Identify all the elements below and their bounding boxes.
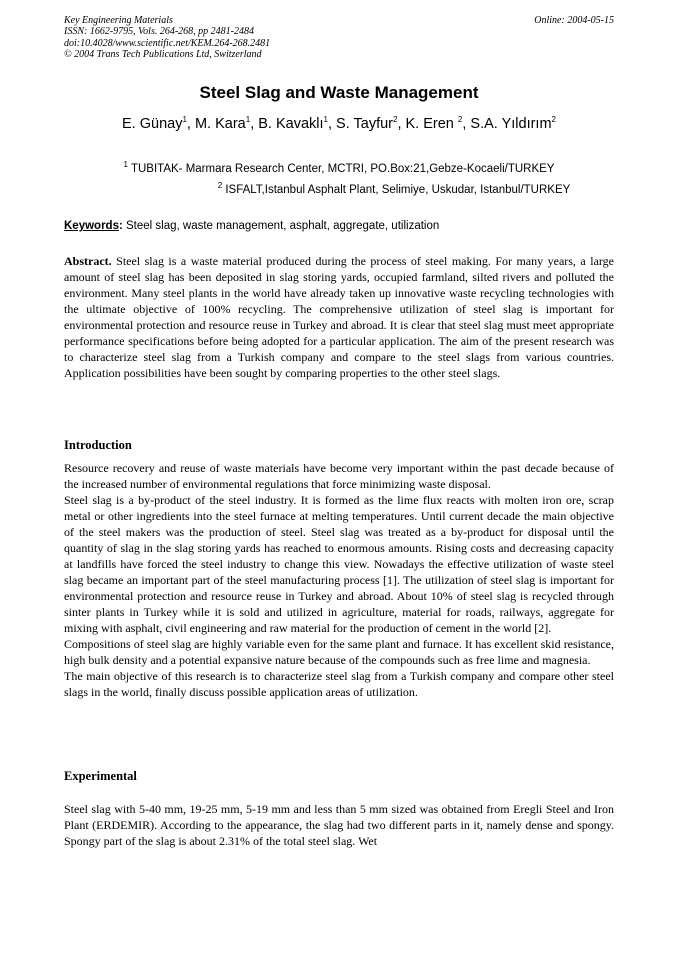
- author: E. Günay$^1$,: [122, 115, 195, 132]
- affiliation-2: $^2$ ISFALT,Istanbul Asphalt Plant, Selimiye, Uskudar, Istanbul/TURKEY: [217, 181, 571, 196]
- journal-name: Key Engineering Materials: [64, 15, 173, 26]
- paragraph: Compositions of steel slag are highly variable even for the same plant and furnace. It has excellent skid resistance, high bulk density and a potential expansive nature because of the compounds such as free lime and magnesia.: [64, 637, 614, 667]
- paragraph: Steel slag with 5-40 mm, 19-25 mm, 5-19 mm and less than 5 mm sized was obtained from Eregli Steel and Iron Plant (ERDEMIR). According to the appearance, the slag had two different parts in it, namely dense and spongy. Spongy part of the slag is about 2.31% of the total steel slag. Wet: [64, 802, 614, 848]
- author: K. Eren $^2$,: [405, 115, 471, 132]
- doi-line: doi:10.4028/www.scientific.net/KEM.264-268.2481: [64, 37, 271, 49]
- keywords-text: Steel slag, waste management, asphalt, aggregate, utilization: [122, 220, 440, 232]
- abstract: [64, 253, 614, 381]
- author: S. Tayfur$^2$,: [336, 115, 406, 132]
- experimental-heading: Experimental: [64, 769, 137, 783]
- copyright-line: © 2004 Trans Tech Publications Ltd, Switzerland: [64, 49, 262, 61]
- paragraph: Steel slag is a by-product of the steel industry. It is formed as the lime flux reacts with molten iron ore, scrap metal or other ingredients into the steel furnace at melting temperatures. Until current decade the main objective of the steel makers was the production of steel. Steel slag was treated as a by-product for disposal until the quantity of slag in the slag storing yards has reached to enormous amounts. Rising costs and decreasing capacity at landfills have forced the steel industry to change this view. Nowadays the effective utilization of waste steel slag became an important part of the steel manufacturing process [1]. The utilization of steel slag is important for environmental protection and resource reuse in Turkey and abroad. About 10% of steel slag is recycled through sinter plants in Turkey while it is sold and utilized in agriculture, material for roads, railways, aggregate for mixing with asphalt, civil engineering and raw material for the production of cement in the world [2].: [64, 493, 614, 635]
- author: B. Kavaklı$^1$,: [258, 115, 337, 132]
- introduction-body: [64, 460, 614, 700]
- paper-title: Steel Slag and Waste Management: [199, 83, 479, 102]
- introduction-heading: Introduction: [64, 438, 132, 452]
- keywords-line: Keywords: Steel slag, waste management, asphalt, aggregate, utilization: [64, 220, 440, 232]
- online-date: Online: 2004-05-15: [534, 15, 614, 26]
- author: M. Kara$^1$,: [194, 115, 259, 132]
- author-list: [0, 116, 678, 132]
- paragraph: The main objective of this research is to characterize steel slag from a Turkish company and compare other steel slags in the world, finally discuss possible application areas of utilization.: [64, 669, 614, 699]
- author: S.A. Yıldırım$^2$: [470, 115, 556, 132]
- journal-header: [64, 15, 614, 61]
- experimental-body: [64, 801, 614, 849]
- issn-line: ISSN: 1662-9795, Vols. 264-268, pp 2481-2484: [64, 26, 254, 38]
- keywords-label: Keywords: [64, 220, 119, 232]
- abstract-label: Abstract.: [64, 254, 112, 268]
- paragraph: Resource recovery and reuse of waste materials have become very important within the past decade because of the increased number of environmental regulations that force minimizing waste disposal.: [64, 461, 614, 491]
- abstract-text: Steel slag is a waste material produced during the process of steel making. For many years, a large amount of steel slag has been deposited in slag storing yards, occupied farmland, silted rivers and polluted the environment. Many steel plants in the world have already taken up innovative waste recycling technologies with the ultimate objective of 100% recycling. The comprehensive utilization of steel slag is important for environmental protection and resource reuse in Turkey and abroad. It is clear that steel slag must meet appropriate performance specifications before being adopted for a particular application. The aim of the present research was to characterize steel slag from a Turkish company and compare to the steel slags from various countries. Application possibilities have been sought by comparing properties to the other steel slags.: [64, 254, 614, 380]
- affiliation-1: $^1$ TUBITAK- Marmara Research Center, MCTRI, PO.Box:21,Gebze-Kocaeli/TURKEY: [123, 160, 555, 175]
